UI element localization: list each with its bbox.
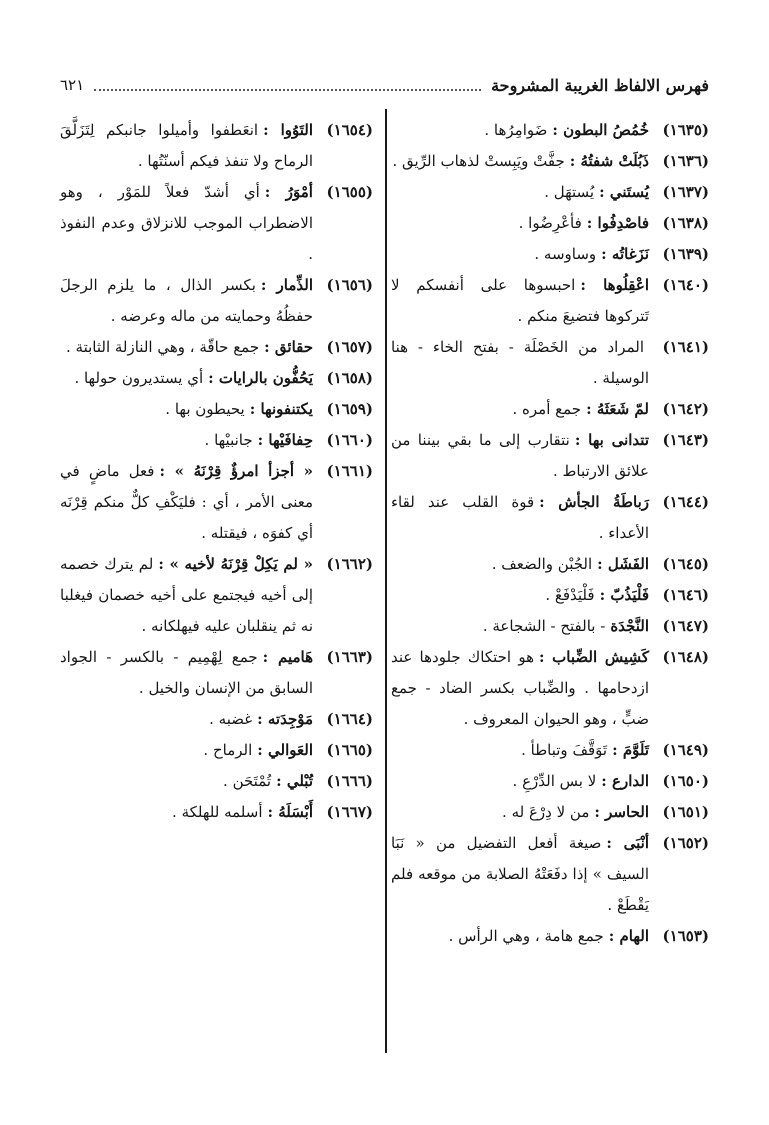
glossary-entry	[391, 921, 709, 952]
entry-body	[391, 797, 649, 828]
entry-body	[60, 270, 313, 332]
entry-body	[391, 611, 649, 642]
entry-number: (١٦٥٦)	[326, 276, 373, 294]
entry-definition: جمع أمره .	[512, 400, 582, 418]
entry-number: (١٦٤٢)	[662, 400, 709, 418]
entry-number: (١٦٦٤)	[326, 710, 373, 728]
entry-body	[391, 270, 649, 332]
entry-term: الذِّمار :	[260, 276, 313, 294]
entry-body	[391, 208, 649, 239]
glossary-entry	[391, 580, 709, 611]
glossary-entry	[391, 828, 709, 921]
glossary-entry	[60, 797, 373, 828]
entry-definition: أي يستديرون حولها .	[74, 369, 204, 387]
glossary-entry	[60, 332, 373, 363]
entry-body	[60, 363, 313, 394]
entry-body	[391, 766, 649, 797]
entry-definition: أي أشدّ فعلاً للمَوْر ، وهو الاضطراب الموجب للانزلاق وعدم النفوذ .	[60, 183, 313, 263]
entry-number: (١٦٣٥)	[662, 121, 709, 139]
entry-number: (١٦٤٠)	[662, 276, 709, 294]
entry-number: (١٦٤٥)	[662, 555, 709, 573]
entry-body	[391, 549, 649, 580]
glossary-entry	[391, 146, 709, 177]
entry-definition: جفَّتْ ويَبِستْ لذهاب الرِّيق .	[392, 152, 565, 170]
glossary-entry	[391, 487, 709, 549]
entry-number: (١٦٣٨)	[662, 214, 709, 232]
entry-body	[60, 394, 313, 425]
entry-body	[391, 642, 649, 735]
entry-definition: - بالفتح - الشجاعة .	[482, 617, 606, 635]
header-dotted-leader	[94, 79, 481, 91]
glossary-entry	[60, 766, 373, 797]
glossary-entry	[391, 332, 709, 394]
entry-definition: لم يترك خصمه إلى أخيه فيجتمع على أخيه خصمان فيغلبا نه ثم ينقلبان عليه فيهلكانه .	[60, 555, 313, 635]
entry-body	[391, 828, 649, 921]
entry-number: (١٦٥٨)	[326, 369, 373, 387]
entry-term: لمّ شَعَثَهُ :	[586, 400, 649, 418]
glossary-entry	[391, 208, 709, 239]
glossary-entry	[391, 797, 709, 828]
entry-term: الفَشَل :	[597, 555, 649, 573]
entry-body	[391, 177, 649, 208]
entry-body	[391, 394, 649, 425]
entry-definition: من لا دِرْعَ له .	[502, 803, 590, 821]
entry-body	[391, 115, 649, 146]
glossary-entry	[391, 611, 709, 642]
entry-term: تتدانى بها :	[574, 431, 650, 449]
glossary-entry	[60, 704, 373, 735]
entry-number: (١٦٥٢)	[662, 834, 709, 852]
entry-term: ذَبُلَتْ شفتُهُ :	[569, 152, 649, 170]
entry-term: هَاميم :	[262, 648, 313, 666]
entry-definition: بكسر الذال ، ما يلزم الرجلَ حفظُهُ وحمايته من ماله وعرضه .	[60, 276, 313, 325]
glossary-entry	[391, 642, 709, 735]
entry-term: الدارع :	[601, 772, 649, 790]
entry-number: (١٦٥٤)	[326, 121, 373, 139]
entry-number: (١٦٦٣)	[326, 648, 373, 666]
entry-definition: أسلمه للهلكة .	[172, 803, 263, 821]
entry-definition: جمع هامة ، وهي الرأس .	[448, 927, 604, 945]
entry-body	[60, 425, 313, 456]
entry-number: (١٦٥١)	[662, 803, 709, 821]
entry-number: (١٦٤٣)	[662, 431, 709, 449]
entry-number: (١٦٥٥)	[326, 183, 373, 201]
entry-body	[391, 239, 649, 270]
glossary-entry	[391, 270, 709, 332]
entry-definition: قوة القلب عند لقاء الأعداء .	[391, 493, 649, 542]
entry-term: يكتنفونها :	[249, 400, 313, 418]
entry-definition: انعَطفوا وأميلوا جانبكم لِتَزَلَّقَ الرماح ولا تنفذ فيكم أسنّتُها .	[60, 121, 313, 170]
entry-term: العَوالي :	[257, 741, 313, 759]
entry-term: « لم يَكِلْ قِرْنَهُ لأخيه » :	[158, 555, 313, 573]
entry-definition: غضبه .	[209, 710, 253, 728]
entry-body	[60, 642, 313, 704]
entry-body	[60, 549, 313, 642]
entry-definition: لا بس الدِّرْعِ .	[512, 772, 597, 790]
glossary-entry	[391, 239, 709, 270]
entry-term: التَوُوا :	[263, 121, 313, 139]
entry-definition: فَلْيَدْفَعْ .	[545, 586, 595, 604]
entry-term: أنْبَى :	[606, 834, 649, 852]
entry-body	[60, 177, 313, 270]
entry-body	[60, 332, 313, 363]
entry-definition: احبسوها على أنفسكم لا تَتركوها فتضيعَ منكم .	[391, 276, 649, 325]
entry-term: اعْقِلُوها :	[580, 276, 649, 294]
entry-definition: هو احتكاك جلودها عند ازدحامها . والضِّباب بكسر الضاد - جمع ضبٍّ ، وهو الحيوان المعروف .	[391, 648, 649, 728]
entry-definition: الجُبْن والضعف .	[491, 555, 593, 573]
glossary-entry	[60, 642, 373, 704]
column-divider	[385, 109, 387, 1053]
entry-number: (١٦٥٠)	[662, 772, 709, 790]
entry-term: الحاسر :	[594, 803, 649, 821]
entry-body	[391, 332, 649, 394]
entry-body	[60, 766, 313, 797]
entry-term: الهام :	[608, 927, 649, 945]
entry-term: تَلَوَّمَ :	[612, 741, 649, 759]
entry-number: (١٦٤٨)	[662, 648, 709, 666]
page-number: ٦٢١	[60, 76, 85, 94]
entry-term: تُبْلي :	[276, 772, 313, 790]
glossary-entry	[60, 425, 373, 456]
entry-definition: نتقارب إلى ما بقي بيننا من علائق الارتباط .	[391, 431, 649, 480]
entry-number: (١٦٦٢)	[326, 555, 373, 573]
entry-term: رَباطَةُ الجأش :	[539, 493, 649, 511]
entry-definition: وساوسه .	[534, 245, 597, 263]
entry-body	[60, 797, 313, 828]
glossary-entry	[391, 425, 709, 487]
entry-number: (١٦٤٦)	[662, 586, 709, 604]
entry-body	[391, 425, 649, 487]
glossary-entry	[60, 549, 373, 642]
entry-term: النَّجْدَة	[610, 617, 649, 635]
entry-body	[60, 735, 313, 766]
glossary-entry	[60, 735, 373, 766]
page-header	[60, 72, 709, 98]
entry-number: (١٦٦٧)	[326, 803, 373, 821]
entry-term: خُمُصُ البطون :	[552, 121, 649, 139]
entry-number: (١٦٥٧)	[326, 338, 373, 356]
entry-body	[60, 456, 313, 549]
glossary-entry	[391, 394, 709, 425]
entry-body	[60, 704, 313, 735]
entry-body	[391, 921, 649, 952]
entry-definition: تَوَقَّفَ وتباطأ .	[521, 741, 608, 759]
glossary-entry	[60, 270, 373, 332]
glossary-entry	[391, 115, 709, 146]
glossary-entry	[391, 177, 709, 208]
entry-term: كَشِيش الضِّباب :	[538, 648, 649, 666]
entry-number: (١٦٦٠)	[326, 431, 373, 449]
entry-term: يَحُفُّون بالرايات :	[208, 369, 313, 387]
entry-term: فاصْدِفُوا :	[586, 214, 649, 232]
entry-definition: فعل ماضٍ في معنى الأمر ، أي : فليَكْفِ كلٌّ منكم قِرْنَه أي كفوَه ، فيقتله .	[60, 462, 313, 542]
entry-number: (١٦٤١)	[662, 338, 709, 356]
entry-term: حِفافَيْها :	[257, 431, 313, 449]
glossary-entry	[391, 549, 709, 580]
entry-number: (١٦٦٦)	[326, 772, 373, 790]
entry-term: « أجزأ امرؤٌ قِرْنَهُ » :	[159, 462, 314, 480]
entry-number: (١٦٦١)	[326, 462, 373, 480]
entry-number: (١٦٤٩)	[662, 741, 709, 759]
glossary-entry	[60, 115, 373, 177]
entry-number: (١٦٣٦)	[662, 152, 709, 170]
entry-term: حقائق :	[264, 338, 313, 356]
glossary-entry	[60, 177, 373, 270]
entry-body	[391, 146, 649, 177]
entry-definition: يحيطون بها .	[165, 400, 245, 418]
entry-definition: صيغة أفعل التفضيل من « نَبَا السيف » إذا دفَعَتْهُ الصلابة من موقعه فلم يَقْطَعْ .	[391, 834, 649, 914]
left-column	[60, 115, 373, 828]
entry-definition: فأعْرِضُوا .	[518, 214, 582, 232]
glossary-entry	[391, 766, 709, 797]
entry-definition: الرماح .	[203, 741, 253, 759]
entry-definition: المراد من الخَصْلَة - بفتح الخاء - هنا الوسيلة .	[391, 338, 649, 387]
entry-definition: تُمْتَحَن .	[223, 772, 272, 790]
entry-number: (١٦٦٥)	[326, 741, 373, 759]
entry-term: يُستَني :	[599, 183, 649, 201]
glossary-entry	[391, 735, 709, 766]
entry-number: (١٦٤٤)	[662, 493, 709, 511]
entry-definition: ضَوامِرُها .	[484, 121, 548, 139]
entry-number: (١٦٣٧)	[662, 183, 709, 201]
entry-number: (١٦٤٧)	[662, 617, 709, 635]
entry-number: (١٦٣٩)	[662, 245, 709, 263]
entry-definition: جمع حاقّة ، وهي النازلة الثابتة .	[66, 338, 260, 356]
entry-body	[391, 735, 649, 766]
glossary-entry	[60, 456, 373, 549]
entry-body	[60, 115, 313, 177]
header-title: فهرس الالفاظ الغريبة المشروحة	[491, 75, 709, 95]
entry-number: (١٦٥٩)	[326, 400, 373, 418]
entry-body	[391, 487, 649, 549]
entry-term: نَزَغاتُه :	[601, 245, 649, 263]
right-column	[391, 115, 709, 952]
entry-number: (١٦٥٣)	[662, 927, 709, 945]
glossary-entry	[60, 394, 373, 425]
entry-term: مَوْجِدَته :	[257, 710, 313, 728]
entry-term: فَلْيَذُبّ :	[599, 586, 649, 604]
glossary-entry	[60, 363, 373, 394]
entry-term: أمْوَرُ :	[264, 183, 313, 201]
entry-body	[391, 580, 649, 611]
entry-term: أَبْسَلَهُ :	[267, 803, 313, 821]
entry-definition: جمع لِهْمِيم - بالكسر - الجواد السابق من الإنسان والخيل .	[60, 648, 313, 697]
entry-definition: جانبيْها .	[204, 431, 253, 449]
entry-definition: يُستهَل .	[544, 183, 595, 201]
